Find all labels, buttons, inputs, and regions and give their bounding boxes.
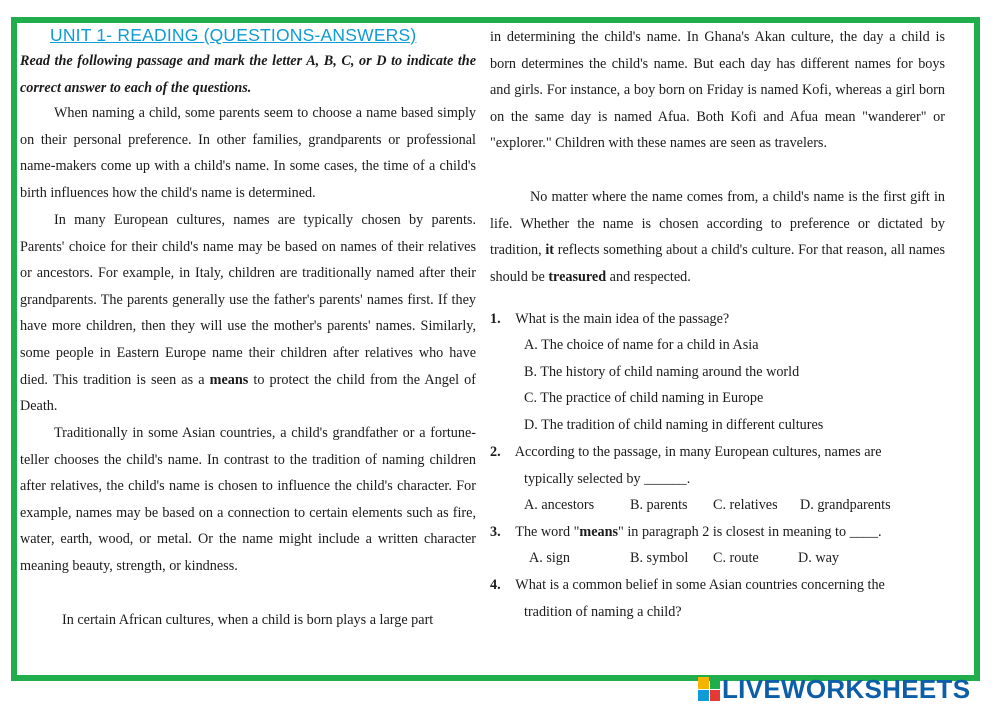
paragraph-2: In many European cultures, names are typically chosen by parents. Parents' choice for their child's name may be based on names of their relatives or ancestors. For example, in Italy, children are traditionally named after their grandparents. The parents generally use the father's parents' names first. If they have more children, then they will use the mother's parents' names. Similarly, some people in Eastern Europe name their children after relatives who have died. This tradition is seen as a means to protect the child from the Angel of Death. [20,212,476,415]
question-1: 1. What is the main idea of the passage? [490,311,730,327]
liveworksheets-logo-icon [698,677,720,701]
q3-option-b[interactable]: B. symbol [630,550,689,566]
q1-option-c[interactable]: C. The practice of child naming in Europe [524,390,764,406]
paragraph-3: Traditionally in some Asian countries, a child's grandfather or a fortune-teller chooses the child's name. In contrast to the tradition of naming children after relatives, the child's name is chosen to influence the child's character. For example, names may be based on a connection to certain elements such as fire, water, earth, wood, or metal. Or the name might include a written character meaning beauty, strength, or kindness. [20,425,476,574]
q1-option-d[interactable]: D. The tradition of child naming in different cultures [524,417,824,433]
q2-option-d[interactable]: D. grandparents [800,497,891,513]
question-4-cont: tradition of naming a child? [524,604,682,620]
word-treasured: treasured [548,268,607,285]
word-means: means [209,371,249,388]
q3-option-d[interactable]: D. way [798,550,839,566]
paragraph-4-start: In certain African cultures, when a child is born plays a large part [62,612,434,628]
q2-option-b[interactable]: B. parents [630,497,688,513]
q3-option-c[interactable]: C. route [713,550,759,566]
page-title: UNIT 1- READING (QUESTIONS-ANSWERS) [50,25,417,45]
word-it: it [545,242,555,259]
question-3: 3. The word "means" in paragraph 2 is closest in meaning to ____. [490,524,882,540]
q1-option-b[interactable]: B. The history of child naming around the world [524,364,800,380]
paragraph-5: No matter where the name comes from, a child's name is the first gift in life. Whether the name is chosen according to preference or dictated by tradition, it reflects something about a child's culture. For that reason, all names should be treasured and respected. [490,189,945,285]
q2-option-c[interactable]: C. relatives [713,497,778,513]
question-2-cont: typically selected by ______. [524,471,691,487]
paragraph-1: When naming a child, some parents seem to choose a name based simply on their personal preference. In other families, grandparents or professional name-makers come up with a child's name. In some cases, the time of a child's birth influences how the child's name is determined. [20,105,476,201]
q3-option-a[interactable]: A. sign [529,550,570,566]
liveworksheets-logo[interactable] [698,673,971,704]
q2-option-a[interactable]: A. ancestors [524,497,595,513]
question-2: 2. According to the passage, in many European cultures, names are [490,444,882,460]
question-4: 4. What is a common belief in some Asian countries concerning the [490,577,885,593]
paragraph-4-continued: in determining the child's name. In Ghana's Akan culture, the day a child is born determines the child's name. But each day has different names for boys and girls. For instance, a boy born on Friday is named Kofi, whereas a girl born on the same day is named Afua. Both Kofi and Afua mean "wanderer" or "explorer." Children with these names are seen as travelers. [490,29,945,152]
instructions: Read the following passage and mark the letter A, B, C, or D to indicate the correct answer to each of the questions. [20,53,476,96]
logo-text: LIVEWORKSHEETS [722,673,971,704]
q1-option-a[interactable]: A. The choice of name for a child in Asia [524,337,759,353]
